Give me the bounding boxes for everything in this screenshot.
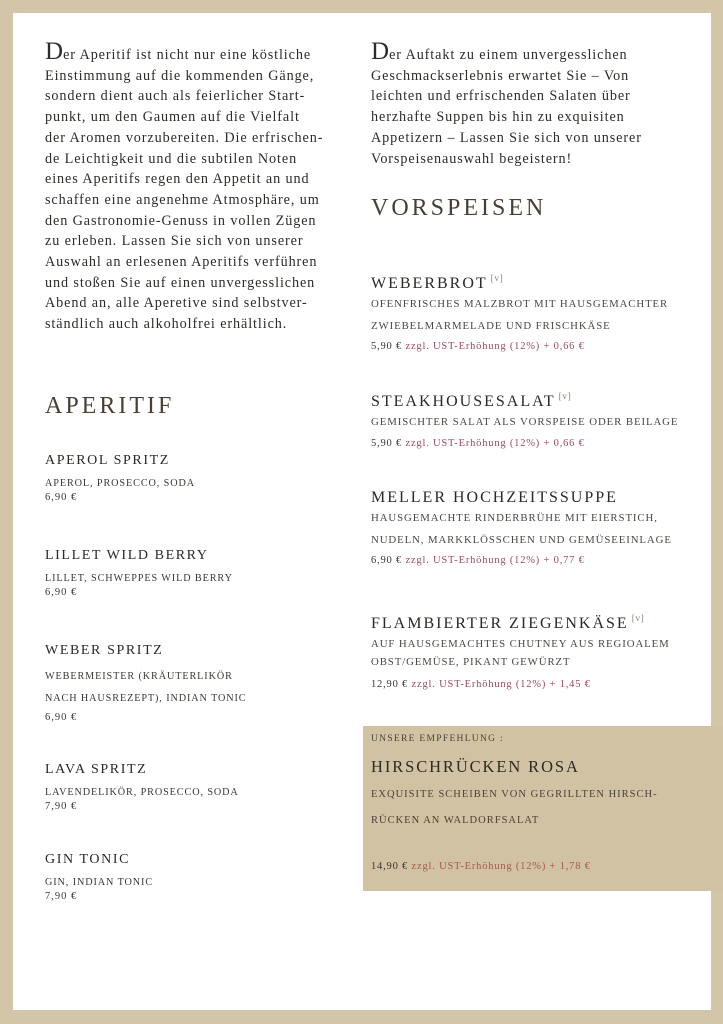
item-desc: GEMISCHTER SALAT ALS VORSPEISE ODER BEILAGE xyxy=(371,416,679,428)
item-desc: WEBERMEISTER (KRÄUTERLIKÖR xyxy=(45,671,233,682)
recommendation-box xyxy=(363,726,723,891)
menu-item-weber-spritz xyxy=(45,643,247,723)
item-price: 12,90 € zzgl. UST-Erhöhung (12%) + 1,45 € xyxy=(371,679,591,690)
recommendation-name: HIRSCHRÜCKEN ROSA xyxy=(371,757,580,776)
vat-surcharge: zzgl. UST-Erhöhung (12%) + 0,77 € xyxy=(405,555,585,566)
item-desc: NUDELN, MARKKLÖSSCHEN UND GEMÜSEEINLAGE xyxy=(371,533,672,546)
section-title-aperitif: APERITIF xyxy=(45,393,175,419)
item-desc: AUF HAUSGEMACHTES CHUTNEY AUS REGIOALEM xyxy=(371,638,670,650)
item-desc: APEROL, PROSECCO, SODA xyxy=(45,478,195,489)
item-price: 6,90 € xyxy=(45,492,78,503)
menu-item-meller-hochzeitssuppe xyxy=(371,489,701,566)
item-desc: GIN, INDIAN TONIC xyxy=(45,877,154,888)
item-price: 6,90 € zzgl. UST-Erhöhung (12%) + 0,77 € xyxy=(371,555,585,566)
item-name: MELLER HOCHZEITSSUPPE xyxy=(371,489,618,506)
item-desc: OFENFRISCHES MALZBROT MIT HAUSGEMACHTER xyxy=(371,298,669,310)
item-name: WEBER SPRITZ xyxy=(45,643,164,658)
dropcap: D xyxy=(371,38,390,65)
vegetarian-tag: [v] xyxy=(631,614,645,624)
item-price: 7,90 € xyxy=(45,891,78,902)
menu-item-steakhousesalat xyxy=(371,392,701,449)
item-price: 5,90 € zzgl. UST-Erhöhung (12%) + 0,66 € xyxy=(371,341,585,352)
item-name: STEAKHOUSESALAT [v] xyxy=(371,392,572,410)
menu-item-gin-tonic xyxy=(45,852,153,902)
item-name: LAVA SPRITZ xyxy=(45,762,148,777)
item-desc: LAVENDELIKÖR, PROSECCO, SODA xyxy=(45,787,239,798)
menu-item-aperol-spritz xyxy=(45,453,195,503)
vat-surcharge: zzgl. UST-Erhöhung (12%) + 0,66 € xyxy=(405,341,585,352)
aperitif-intro-text: Der Aperitif ist nicht nur eine köstliche Einstimmung auf die kommenden Gänge, sondern dient auch als feierlicher Start- punkt, um den Gaumen auf die Vielfalt der Aromen vorzubereiten. Die erfrischen- de Leichtigkeit und die subtilen Noten eines Aperitifs regen den Appetit an und schaffen eine angenehme Atmosphäre, um den Gastronomie-Genuss in vollen Zügen zu erleben. Lassen Sie sich von unserer Auswahl an erlesenen Aperitifs verführen und stoßen Sie auf einen unvergesslichen Abend an, alle Aperetive sind selbstver- ständlich auch alkoholfrei erhältlich. xyxy=(45,38,324,333)
item-desc: NACH HAUSREZEPT), INDIAN TONIC xyxy=(45,693,247,704)
item-desc: ZWIEBELMARMELADE UND FRISCHKÄSE xyxy=(371,319,611,332)
vat-surcharge: zzgl. UST-Erhöhung (12%) + 0,66 € xyxy=(405,437,585,449)
vorspeisen-intro-text: Der Auftakt zu einem unvergesslichen Geschmackserlebnis erwartet Sie – Von leichten und erfrischenden Salaten über herzhafte Suppen bis hin zu exquisiten Appetizern – Lassen Sie sich von unserer Vorspeisenauswahl begeistern! xyxy=(371,38,642,167)
menu-item-lillet-wild-berry xyxy=(45,548,233,598)
vat-surcharge: zzgl. UST-Erhöhung (12%) + 1,78 € xyxy=(411,861,591,872)
vegetarian-tag: [v] xyxy=(490,274,504,284)
item-price: 6,90 € xyxy=(45,587,78,598)
item-desc: LILLET, SCHWEPPES WILD BERRY xyxy=(45,573,233,584)
recommendation-label: UNSERE EMPFEHLUNG : xyxy=(371,734,504,744)
item-price: 7,90 € xyxy=(45,801,78,812)
item-name: GIN TONIC xyxy=(45,852,131,867)
recommendation-desc: EXQUISITE SCHEIBEN VON GEGRILLTEN HIRSCH- RÜCKEN AN WALDORFSALAT xyxy=(371,789,658,826)
item-name: FLAMBIERTER ZIEGENKÄSE [v] xyxy=(371,614,645,632)
item-name: WEBERBROT [v] xyxy=(371,274,504,292)
menu-item-weberbrot xyxy=(371,274,701,352)
item-name: APEROL SPRITZ xyxy=(45,453,170,468)
menu-item-lava-spritz xyxy=(45,762,239,812)
aperitif-intro xyxy=(45,38,355,335)
section-title-vorspeisen: VORSPEISEN xyxy=(371,195,547,221)
item-price: 5,90 € zzgl. UST-Erhöhung (12%) + 0,66 € xyxy=(371,437,585,449)
vat-surcharge: zzgl. UST-Erhöhung (12%) + 1,45 € xyxy=(411,679,591,690)
item-price: 6,90 € xyxy=(45,712,78,723)
recommendation-price: 14,90 € zzgl. UST-Erhöhung (12%) + 1,78 € xyxy=(371,861,591,872)
item-name: LILLET WILD BERRY xyxy=(45,548,209,563)
vorspeisen-intro xyxy=(371,38,701,169)
dropcap: D xyxy=(45,38,64,65)
item-desc: HAUSGEMACHTE RINDERBRÜHE MIT EIERSTICH, xyxy=(371,512,658,524)
item-desc: OBST/GEMÜSE, PIKANT GEWÜRZT xyxy=(371,656,571,668)
menu-item-flambierter-ziegenkaese xyxy=(371,614,701,690)
vegetarian-tag: [v] xyxy=(558,392,572,402)
